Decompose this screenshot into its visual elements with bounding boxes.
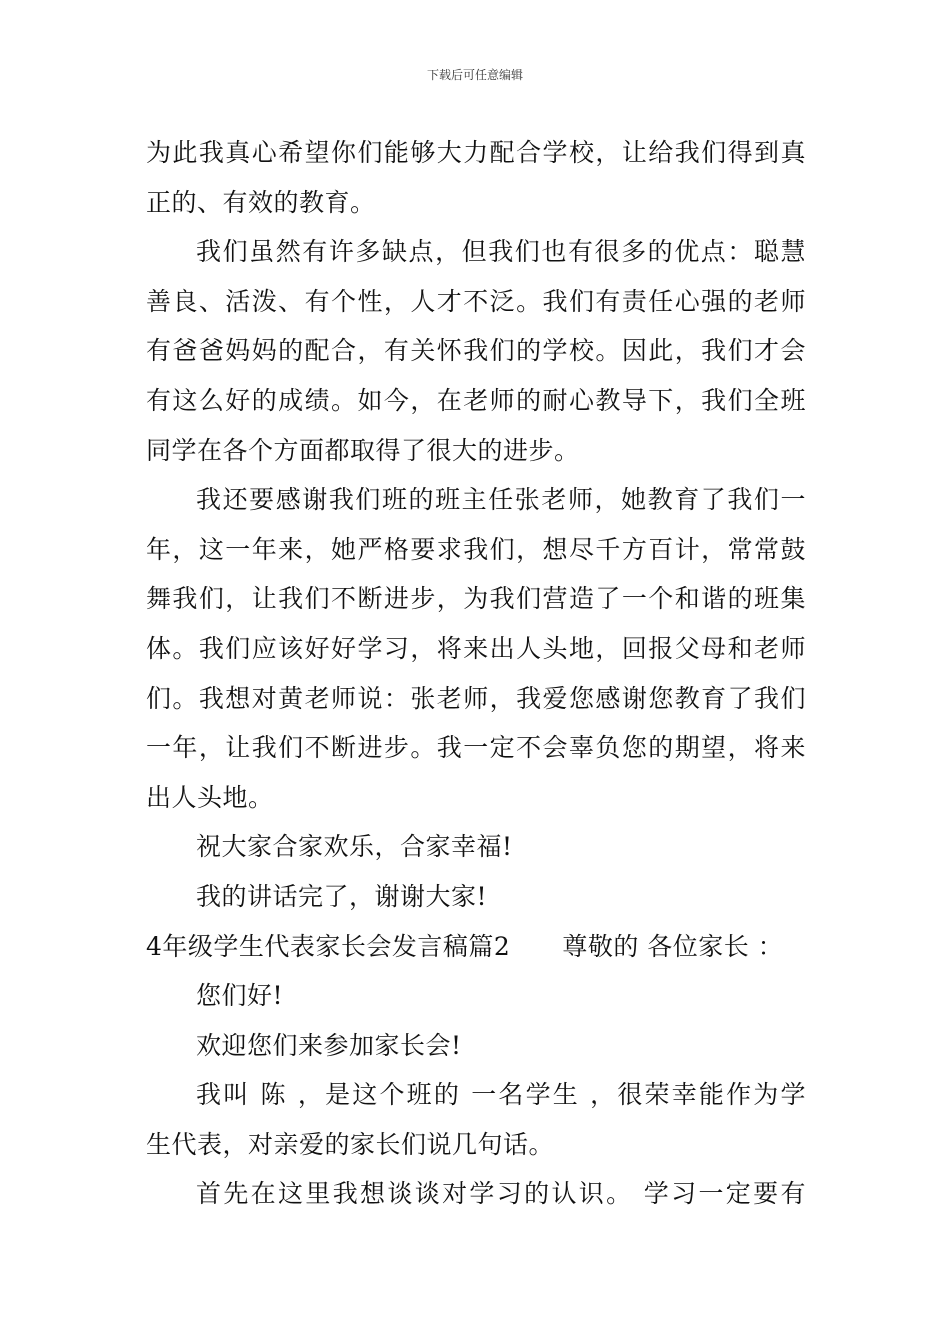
paragraph-line: 正的、有效的教育。: [146, 187, 376, 217]
paragraph-line: 欢迎您们来参加家长会!: [196, 1030, 462, 1060]
salutation: 尊敬的 各位家长 ：: [562, 931, 784, 961]
page-header: 下载后可任意编辑: [426, 68, 523, 82]
paragraph-line: 生代表，对亲爱的家长们说几句话。: [146, 1129, 555, 1159]
section-title: 4年级学生代表家长会发言稿篇2: [146, 931, 511, 961]
paragraph-line: 们。我想对黄老师说：张老师，我爱您感谢您教育了我们: [146, 683, 806, 713]
document-body: [146, 128, 806, 1219]
paragraph-line: 舞我们，让我们不断进步，为我们营造了一个和谐的班集: [146, 584, 806, 614]
paragraph-line: 为此我真心希望你们能够大力配合学校，让给我们得到真: [146, 138, 806, 167]
paragraph-line: 有这么好的成绩。如今，在老师的耐心教导下，我们全班: [146, 385, 806, 415]
paragraph-line: 我的讲话完了，谢谢大家!: [196, 881, 488, 911]
paragraph-line: 善良、活泼、有个性，人才不泛。我们有责任心强的老师: [146, 286, 806, 316]
paragraph-line: 一年，让我们不断进步。我一定不会辜负您的期望，将来: [146, 733, 806, 763]
paragraph-line: 祝大家合家欢乐，合家幸福!: [196, 832, 513, 862]
paragraph-line: 同学在各个方面都取得了很大的进步。: [146, 435, 580, 465]
paragraph-line: 我们虽然有许多缺点，但我们也有很多的优点：聪慧: [196, 237, 806, 267]
paragraph-line: 出人头地。: [146, 782, 274, 812]
paragraph-line: 有爸爸妈妈的配合，有关怀我们的学校。因此，我们才会: [146, 336, 806, 366]
paragraph-line: 年，这一年来，她严格要求我们，想尽千方百计，常常鼓: [146, 534, 806, 564]
paragraph-line: 我叫 陈 ，是这个班的 一名学生 ，很荣幸能作为学: [196, 1080, 806, 1110]
paragraph-line: 您们好!: [196, 981, 284, 1011]
section-heading-line: [146, 922, 806, 972]
paragraph-line: 体。我们应该好好学习，将来出人头地，回报父母和老师: [146, 633, 806, 663]
paragraph-line: 我还要感谢我们班的班主任张老师，她教育了我们一: [196, 485, 806, 515]
paragraph-line: 首先在这里我想谈谈对学习的认识。 学习一定要有: [196, 1179, 806, 1209]
